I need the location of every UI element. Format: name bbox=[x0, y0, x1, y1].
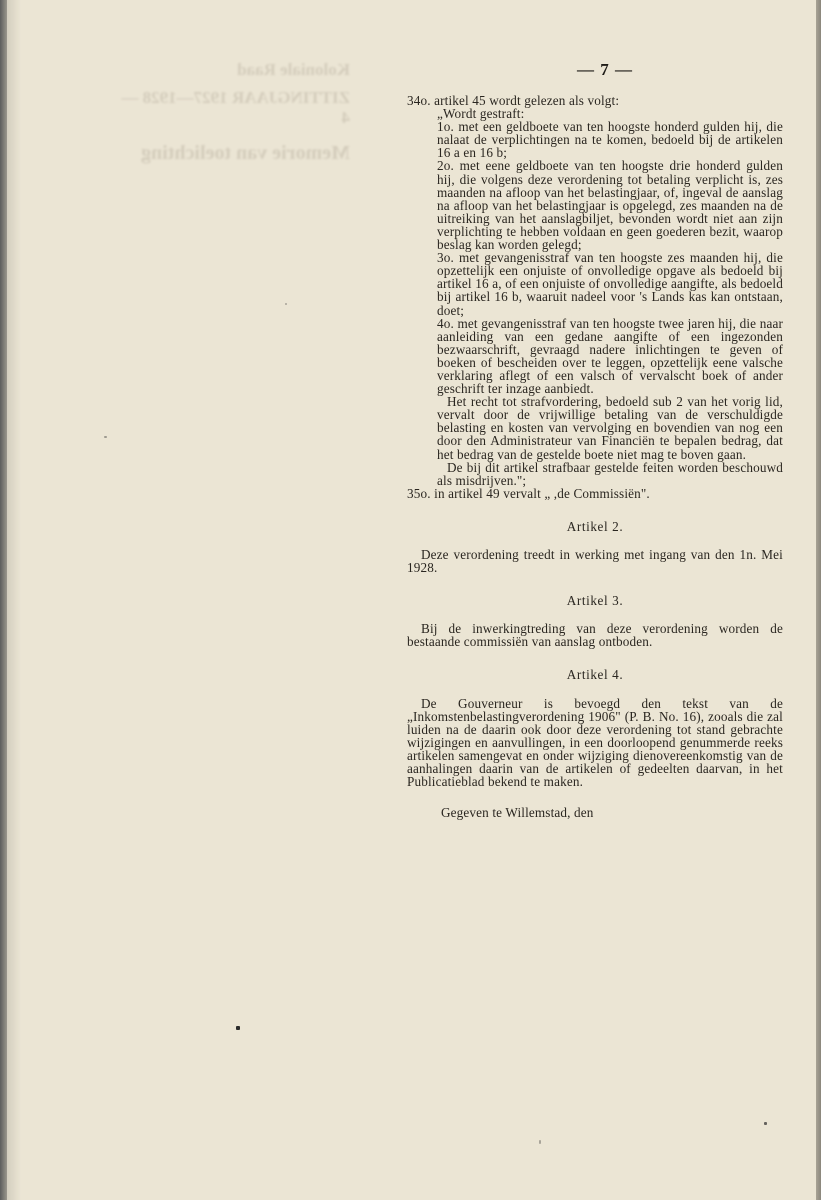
article-heading: Artikel 2. bbox=[566, 518, 624, 534]
scan-left-edge bbox=[0, 0, 7, 1200]
text-paragraph: „Wordt gestraft: bbox=[437, 106, 525, 122]
ink-speck bbox=[285, 303, 287, 305]
text-paragraph: Deze verordening treedt in werking met ingang van den 1n. Mei 1928. bbox=[407, 547, 783, 576]
article-heading: Artikel 3. bbox=[566, 593, 624, 609]
show-through-line-1: Koloniale Raad bbox=[237, 60, 350, 79]
ink-speck bbox=[236, 1026, 240, 1030]
text-paragraph: De bij dit artikel strafbaar gestelde feiten worden beschouwd als misdrijven."; bbox=[437, 459, 783, 488]
show-through-line-2: ZITTINGJAAR 1927—1928 — 4 bbox=[121, 88, 350, 127]
show-through-line-3: Memorie van toelichting bbox=[141, 142, 350, 164]
page-number: — 7 — bbox=[577, 60, 633, 79]
show-through-text bbox=[110, 60, 350, 230]
text-paragraph: Het recht tot strafvordering, bedoeld sub 2 van het vorig lid, vervalt door de vrijwillige betaling van de verschuldigde belasting en kosten van vervolging en bovendien van nog een door den Administrateur van Financiën te bepalen bedrag, dat het bedrag van de gestelde boete niet mag te boven gaan. bbox=[437, 394, 783, 462]
ink-speck bbox=[539, 1140, 541, 1144]
body-text bbox=[407, 94, 783, 819]
text-paragraph: 4o. met gevangenisstraf van ten hoogste twee jaren hij, die naar aanleiding van een gedane aangifte of een ingezonden bezwaarschrift, gevraagd nadere inlichtingen te geven of boeken of bescheiden over te leggen, opzettelijk eene valsche verklaring aflegt of een valsch of vervalscht boek of ander geschrift ter inzage aanbiedt. bbox=[437, 315, 783, 397]
article-heading: Artikel 4. bbox=[566, 667, 624, 683]
text-paragraph: 1o. met een geldboete van ten hoogste honderd gulden hij, die nalaat de verplichtingen na te komen, bedoeld bij de artikelen 16 a en 16 b; bbox=[437, 119, 783, 161]
text-paragraph: De Gouverneur is bevoegd den tekst van de „Inkomstenbelastingverordening 1906" (P. B. No. 16), zooals die zal luiden na de daarin ook door deze verordening tot stand gebrachte wijzigingen en aanvullingen, in een doorloopend genummerde reeks artikelen samengevat en onder wijziging dienovereenkomstig van de aanhalingen daarin van de artikelen of gedeelten daarvan, in het Publicatieblad bekend te maken. bbox=[407, 695, 783, 790]
text-paragraph: 3o. met gevangenisstraf van ten hoogste zes maanden hij, die opzettelijk een onjuiste of onvolledige opgave als bedoeld bij artikel 16 a, of een onjuiste of onvolledige aangifte, als bedoeld bij artikel 16 b, waaruit nadeel voor 's Lands kas kan ontstaan, doet; bbox=[437, 250, 783, 318]
text-paragraph: 2o. met eene geldboete van ten hoogste drie honderd gulden hij, die volgens deze verordening tot betaling verplicht is, zes maanden na afloop van het belastingjaar, of, ingeval de aanslag na afloop van het belastingjaar is opgelegd, zes maanden na de uitreiking van het aanslagbiljet, bevonden wordt niet aan zijn verplichting te hebben voldaan en geen goederen bezit, waarop beslag kan worden gelegd; bbox=[437, 158, 783, 253]
text-paragraph: 34o. artikel 45 wordt gelezen als volgt: bbox=[407, 93, 620, 108]
text-paragraph: Gegeven te Willemstad, den bbox=[441, 805, 594, 821]
scan-right-edge bbox=[816, 0, 821, 1200]
text-paragraph: 35o. in artikel 49 vervalt „ ,de Commissiën". bbox=[407, 485, 650, 501]
ink-speck bbox=[104, 436, 107, 438]
text-paragraph: Bij de inwerkingtreding van deze verordening worden de bestaande commissiën van aanslag ontboden. bbox=[407, 621, 783, 650]
ink-speck bbox=[764, 1122, 767, 1125]
binding-shadow bbox=[7, 0, 21, 1200]
